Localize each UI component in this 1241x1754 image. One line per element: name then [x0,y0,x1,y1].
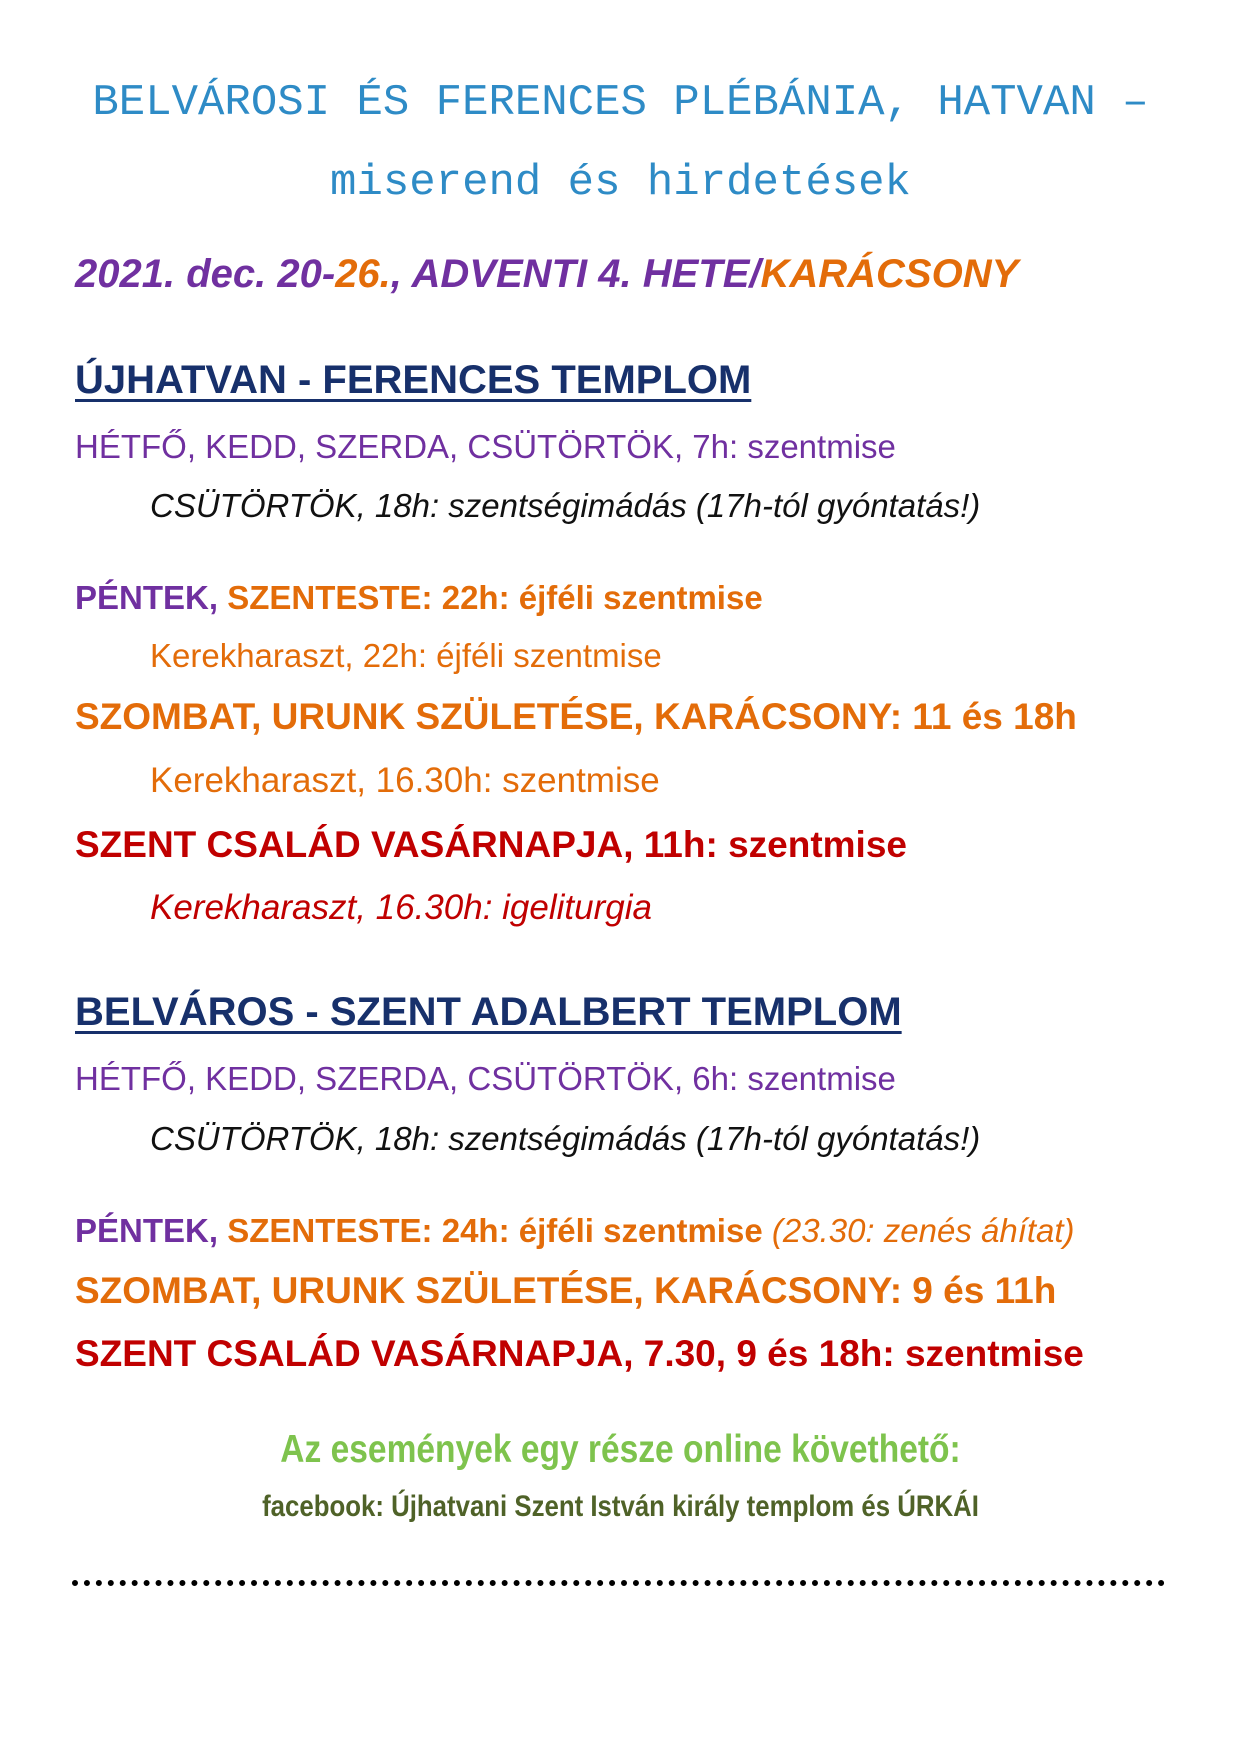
week-date-end: 26. [335,252,391,296]
online-notice: Az események egy része online követhető: [280,1428,961,1471]
ujhatvan-saturday-christmas: SZOMBAT, URUNK SZÜLETÉSE, KARÁCSONY: 11 és 18h [75,696,1077,737]
ujhatvan-sunday [75,824,907,866]
ujhatvan-friday-event: SZENTESTE: 22h: éjféli szentmise [227,579,763,616]
week-date-start: 2021. dec. 20- [75,252,336,296]
belvaros-sunday: SZENT CSALÁD VASÁRNAPJA, 7.30, 9 és 18h: szentmise [75,1333,1084,1374]
week-advent: , ADVENTI 4. HETE/ [390,252,761,296]
section-heading-ujhatvan: ÚJHATVAN - FERENCES TEMPLOM [75,358,752,402]
belvaros-weekday-mass: HÉTFŐ, KEDD, SZERDA, CSÜTÖRTÖK, 6h: szentmise [75,1060,896,1097]
ujhatvan-weekday-mass: HÉTFŐ, KEDD, SZERDA, CSÜTÖRTÖK, 7h: szentmise [75,428,896,465]
dotted-divider [72,1580,1165,1586]
ujhatvan-friday-day: PÉNTEK, [75,579,228,616]
kerekharaszt-friday-mass: Kerekharaszt, 22h: éjféli szentmise [150,637,662,674]
parish-title: BELVÁROSI ÉS FERENCES PLÉBÁNIA, HATVAN – [92,78,1149,128]
belvaros-friday-note: (23.30: zenés áhítat) [762,1212,1075,1249]
belvaros-thursday-adoration: CSÜTÖRTÖK, 18h: szentségimádás (17h-tól gyóntatás!) [150,1120,981,1157]
belvaros-friday [75,1212,1075,1250]
week-heading [75,252,1018,297]
belvaros-saturday-christmas: SZOMBAT, URUNK SZÜLETÉSE, KARÁCSONY: 9 és 11h [75,1270,1057,1311]
belvaros-friday-event: SZENTESTE: 24h: éjféli szentmise [227,1212,763,1249]
ujhatvan-sunday-title: SZENT CSALÁD VASÁRNAPJA [75,824,624,865]
belvaros-friday-day: PÉNTEK, [75,1212,228,1249]
bulletin-subtitle: miserend és hirdetések [330,158,911,208]
kerekharaszt-sunday-liturgy: Kerekharaszt, 16.30h: igeliturgia [150,888,652,927]
ujhatvan-sunday-time: , 11h: szentmise [623,824,907,865]
section-heading-belvaros: BELVÁROS - SZENT ADALBERT TEMPLOM [75,990,902,1034]
facebook-notice: facebook: Újhatvani Szent István király templom és ÚRKÁI [262,1490,979,1523]
week-feast: KARÁCSONY [760,252,1019,296]
ujhatvan-friday [75,579,763,617]
kerekharaszt-saturday-mass: Kerekharaszt, 16.30h: szentmise [150,761,660,800]
ujhatvan-thursday-adoration: CSÜTÖRTÖK, 18h: szentségimádás (17h-tól gyóntatás!) [150,487,981,524]
